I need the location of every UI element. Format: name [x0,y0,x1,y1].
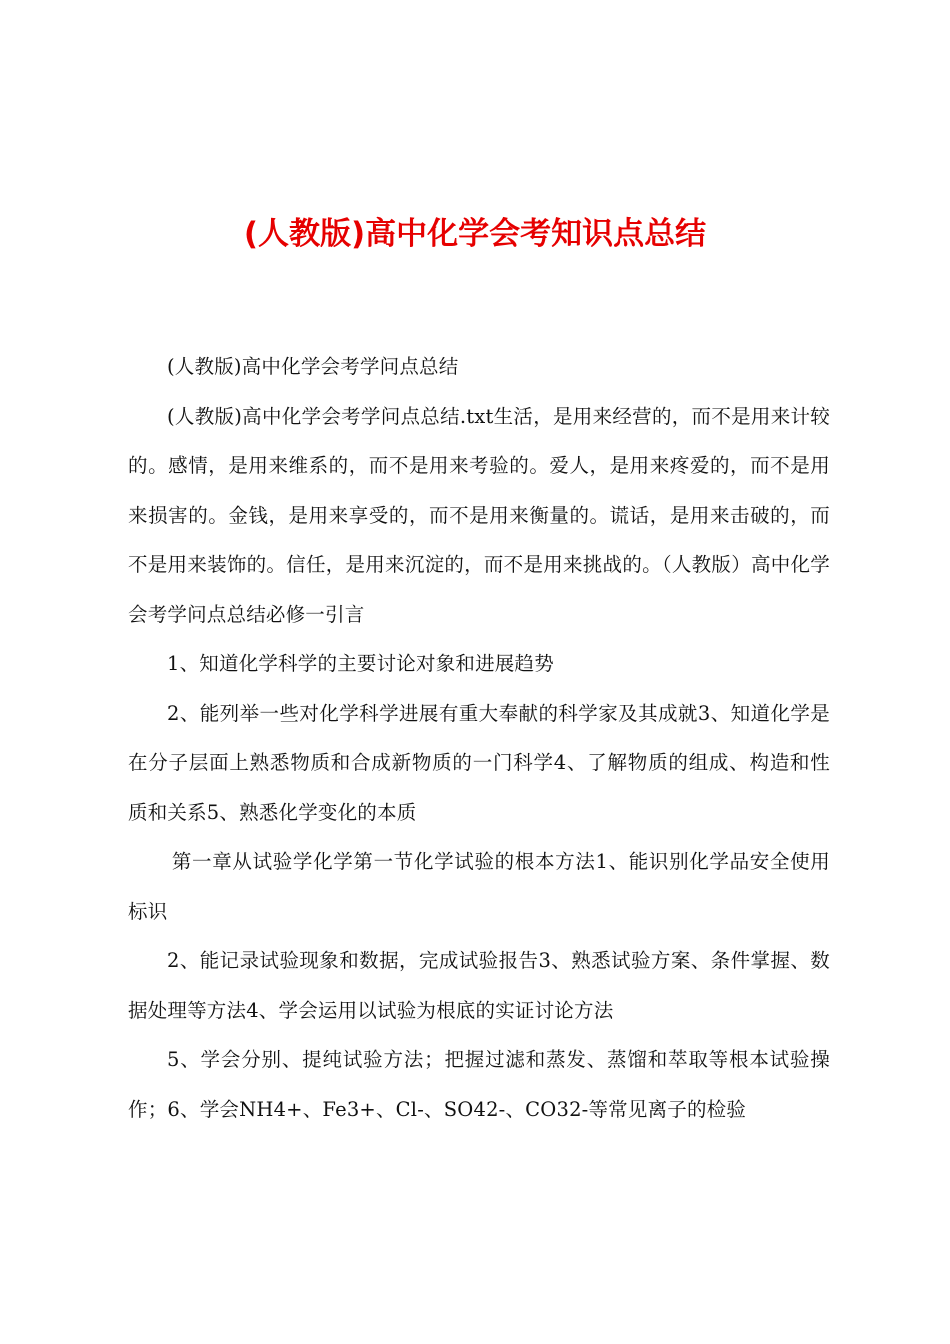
paragraph-chapter-1: 第一章从试验学化学第一节化学试验的根本方法1、能识别化学品安全使用标识 [128,850,830,923]
paragraph-intro: (人教版)高中化学会考学问点总结.txt生活，是用来经营的，而不是用来计较的。感情，是用来维系的，而不是用来考验的。爱人，是用来疼爱的，而不是用来损害的。金钱，是用来享受的，而不是用来衡量的。谎话，是用来击破的，而不是用来装饰的。信任，是用来沉淀的，而不是用来挑战的。（人教版）高中化学会考学问点总结必修一引言 [128,404,830,626]
paragraph-item-3: 2、能记录试验现象和数据，完成试验报告3、熟悉试验方案、条件掌握、数据处理等方法4、学会运用以试验为根底的实证讨论方法 [128,949,830,1022]
paragraph-item-2: 2、能列举一些对化学科学进展有重大奉献的科学家及其成就3、知道化学是在分子层面上熟悉物质和合成新物质的一门科学4、了解物质的组成、构造和性质和关系5、熟悉化学变化的本质 [128,701,830,824]
document-title: (人教版)高中化学会考知识点总结 [243,216,707,252]
paragraph-item-1: 1、知道化学科学的主要讨论对象和进展趋势 [167,652,554,675]
document-body [128,342,830,1134]
paragraph-subtitle: (人教版)高中化学会考学问点总结 [167,355,459,378]
paragraph-item-4: 5、学会分别、提纯试验方法；把握过滤和蒸发、蒸馏和萃取等根本试验操作；6、学会NH4+、Fe3+、Cl-、SO42-、CO32-等常见离子的检验 [128,1048,830,1121]
